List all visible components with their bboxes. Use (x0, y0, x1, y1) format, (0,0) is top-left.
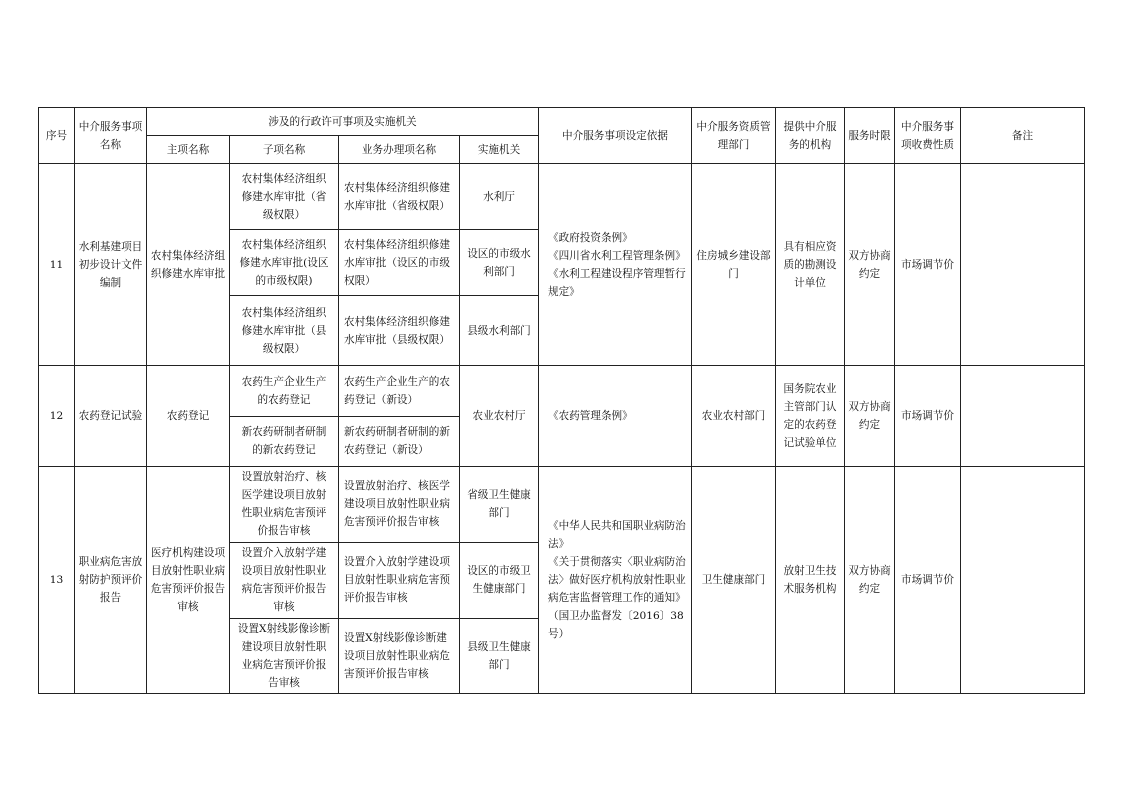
row-qual-dept: 农业农村部门 (692, 366, 776, 466)
row-sub-item: 设置放射治疗、核医学建设项目放射性职业病危害预评价报告审核 (230, 466, 339, 542)
row-qual-dept: 卫生健康部门 (692, 466, 776, 693)
table-row (39, 164, 1085, 230)
header-admin-group: 涉及的行政许可事项及实施机关 (147, 108, 539, 136)
header-seq: 序号 (39, 108, 75, 164)
table-row (39, 366, 1085, 416)
row-sub-item: 农药生产企业生产的农药登记 (230, 366, 339, 416)
row-sub-item: 农村集体经济组织修建水库审批（县级权限） (230, 296, 339, 366)
row-business-item: 农村集体经济组织修建水库审批（省级权限） (339, 164, 460, 230)
row-main-item: 农药登记 (147, 366, 230, 466)
row-fee: 市场调节价 (895, 164, 961, 366)
row-fee: 市场调节价 (895, 466, 961, 693)
table-row (39, 466, 1085, 542)
header-qual-dept: 中介服务资质管理部门 (692, 108, 776, 164)
row-provider: 具有相应资质的勘测设计单位 (776, 164, 845, 366)
row-time-limit: 双方协商约定 (845, 366, 895, 466)
row-agency: 水利厅 (460, 164, 539, 230)
header-fee: 中介服务事项收费性质 (895, 108, 961, 164)
row-business-item: 农村集体经济组织修建水库审批（县级权限） (339, 296, 460, 366)
intermediary-service-table (38, 107, 1085, 694)
row-qual-dept: 住房城乡建设部门 (692, 164, 776, 366)
header-provider: 提供中介服务的机构 (776, 108, 845, 164)
row-item-name: 农药登记试验 (75, 366, 147, 466)
row-fee: 市场调节价 (895, 366, 961, 466)
row-agency: 县级卫生健康部门 (460, 618, 539, 693)
row-note (961, 164, 1085, 366)
row-provider: 国务院农业主管部门认定的农药登记试验单位 (776, 366, 845, 466)
row-sub-item: 农村集体经济组织修建水库审批(设区的市级权限) (230, 230, 339, 296)
row-agency: 农业农村厅 (460, 366, 539, 466)
header-basis: 中介服务事项设定依据 (539, 108, 692, 164)
row-business-item: 农村集体经济组织修建水库审批（设区的市级权限） (339, 230, 460, 296)
row-item-name: 水利基建项目初步设计文件编制 (75, 164, 147, 366)
row-time-limit: 双方协商约定 (845, 164, 895, 366)
row-item-name: 职业病危害放射防护预评价报告 (75, 466, 147, 693)
row-basis: 《农药管理条例》 (539, 366, 692, 466)
row-seq: 13 (39, 466, 75, 693)
row-agency: 省级卫生健康部门 (460, 466, 539, 542)
row-basis: 《中华人民共和国职业病防治法》 《关于贯彻落实〈职业病防治法〉做好医疗机构放射性职业病危害监督管理工作的通知》（国卫办监督发〔2016〕38号） (539, 466, 692, 693)
row-seq: 12 (39, 366, 75, 466)
row-agency: 设区的市级卫生健康部门 (460, 542, 539, 618)
row-business-item: 新农药研制者研制的新农药登记（新设） (339, 416, 460, 466)
header-sub-item: 子项名称 (230, 136, 339, 164)
header-main-item: 主项名称 (147, 136, 230, 164)
row-business-item: 设置X射线影像诊断建设项目放射性职业病危害预评价报告审核 (339, 618, 460, 693)
row-basis: 《政府投资条例》 《四川省水利工程管理条例》 《水利工程建设程序管理暂行规定》 (539, 164, 692, 366)
header-time-limit: 服务时限 (845, 108, 895, 164)
row-note (961, 366, 1085, 466)
row-main-item: 农村集体经济组织修建水库审批 (147, 164, 230, 366)
row-sub-item: 设置介入放射学建设项目放射性职业病危害预评价报告审核 (230, 542, 339, 618)
header-agency: 实施机关 (460, 136, 539, 164)
row-sub-item: 农村集体经济组织修建水库审批（省级权限） (230, 164, 339, 230)
row-provider: 放射卫生技术服务机构 (776, 466, 845, 693)
row-note (961, 466, 1085, 693)
row-sub-item: 设置X射线影像诊断建设项目放射性职业病危害预评价报告审核 (230, 618, 339, 693)
row-time-limit: 双方协商约定 (845, 466, 895, 693)
row-agency: 设区的市级水利部门 (460, 230, 539, 296)
row-sub-item: 新农药研制者研制的新农药登记 (230, 416, 339, 466)
row-business-item: 设置介入放射学建设项目放射性职业病危害预评价报告审核 (339, 542, 460, 618)
header-business-item: 业务办理项名称 (339, 136, 460, 164)
header-note: 备注 (961, 108, 1085, 164)
header-item-name: 中介服务事项名称 (75, 108, 147, 164)
row-business-item: 设置放射治疗、核医学建设项目放射性职业病危害预评价报告审核 (339, 466, 460, 542)
row-business-item: 农药生产企业生产的农药登记（新设） (339, 366, 460, 416)
row-main-item: 医疗机构建设项目放射性职业病危害预评价报告审核 (147, 466, 230, 693)
row-seq: 11 (39, 164, 75, 366)
row-agency: 县级水利部门 (460, 296, 539, 366)
